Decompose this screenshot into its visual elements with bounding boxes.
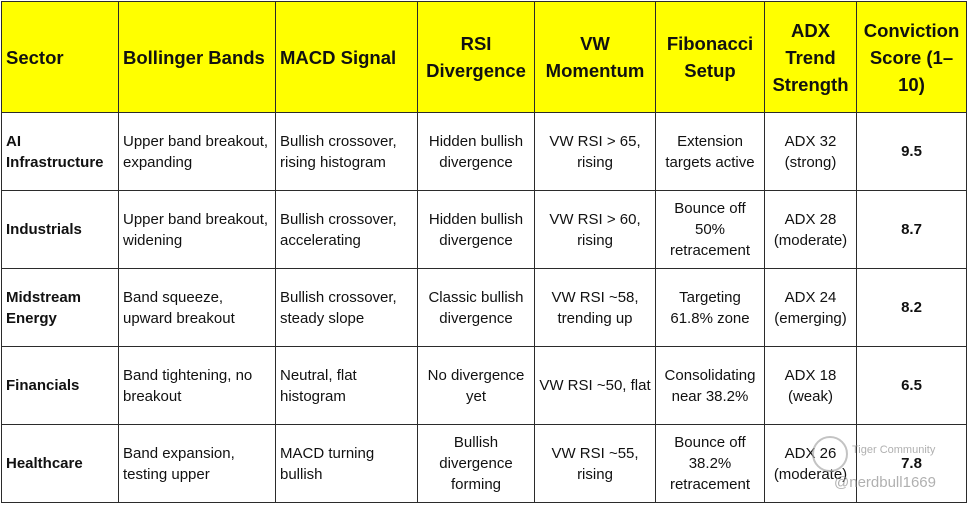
cell-bollinger: Band tightening, no breakout (119, 347, 276, 425)
table-body (2, 113, 967, 503)
cell-score: 9.5 (857, 113, 967, 191)
table-row (2, 347, 967, 425)
cell-adx: ADX 32 (strong) (765, 113, 857, 191)
cell-score: 8.2 (857, 269, 967, 347)
watermark-handle: @nerdbull1669 (834, 474, 936, 491)
watermark-name: Tiger Community (852, 444, 936, 456)
cell-macd: MACD turning bullish (276, 425, 418, 503)
cell-vw: VW RSI > 65, rising (535, 113, 656, 191)
cell-sector: Industrials (2, 191, 119, 269)
header-bollinger-bands: Bollinger Bands (119, 2, 276, 113)
cell-sector: AI Infrastructure (2, 113, 119, 191)
header-rsi-divergence: RSI Divergence (418, 2, 535, 113)
cell-rsi: Hidden bullish divergence (418, 113, 535, 191)
header-adx-trend-strength: ADX Trend Strength (765, 2, 857, 113)
cell-vw: VW RSI ~50, flat (535, 347, 656, 425)
cell-adx: ADX 26 (moderate) (765, 425, 857, 503)
cell-macd: Bullish crossover, steady slope (276, 269, 418, 347)
cell-vw: VW RSI ~55, rising (535, 425, 656, 503)
cell-adx: ADX 18 (weak) (765, 347, 857, 425)
header-conviction-score: Conviction Score (1–10) (857, 2, 967, 113)
cell-fib: Bounce off 38.2% retracement (656, 425, 765, 503)
cell-adx: ADX 24 (emerging) (765, 269, 857, 347)
header-row (2, 2, 967, 113)
cell-vw: VW RSI ~58, trending up (535, 269, 656, 347)
cell-rsi: Bullish divergence forming (418, 425, 535, 503)
cell-rsi: Hidden bullish divergence (418, 191, 535, 269)
header-vw-momentum: VW Momentum (535, 2, 656, 113)
cell-sector: Financials (2, 347, 119, 425)
cell-rsi: Classic bullish divergence (418, 269, 535, 347)
header-sector: Sector (2, 2, 119, 113)
cell-adx: ADX 28 (moderate) (765, 191, 857, 269)
cell-fib: Consolidating near 38.2% (656, 347, 765, 425)
cell-bollinger: Band expansion, testing upper (119, 425, 276, 503)
cell-bollinger: Upper band breakout, widening (119, 191, 276, 269)
cell-score: 7.8 (857, 425, 967, 503)
cell-fib: Targeting 61.8% zone (656, 269, 765, 347)
cell-sector: Midstream Energy (2, 269, 119, 347)
cell-macd: Bullish crossover, accelerating (276, 191, 418, 269)
cell-score: 8.7 (857, 191, 967, 269)
cell-macd: Neutral, flat histogram (276, 347, 418, 425)
cell-macd: Bullish crossover, rising histogram (276, 113, 418, 191)
cell-bollinger: Upper band breakout, expanding (119, 113, 276, 191)
cell-score: 6.5 (857, 347, 967, 425)
table-row (2, 425, 967, 503)
cell-fib: Bounce off 50% retracement (656, 191, 765, 269)
cell-vw: VW RSI > 60, rising (535, 191, 656, 269)
cell-rsi: No divergence yet (418, 347, 535, 425)
header-fibonacci-setup: Fibonacci Setup (656, 2, 765, 113)
table-header (2, 2, 967, 113)
cell-fib: Extension targets active (656, 113, 765, 191)
header-macd-signal: MACD Signal (276, 2, 418, 113)
table-row (2, 269, 967, 347)
table-row (2, 191, 967, 269)
cell-sector: Healthcare (2, 425, 119, 503)
cell-bollinger: Band squeeze, upward breakout (119, 269, 276, 347)
table-row (2, 113, 967, 191)
sector-technical-table (1, 1, 967, 503)
